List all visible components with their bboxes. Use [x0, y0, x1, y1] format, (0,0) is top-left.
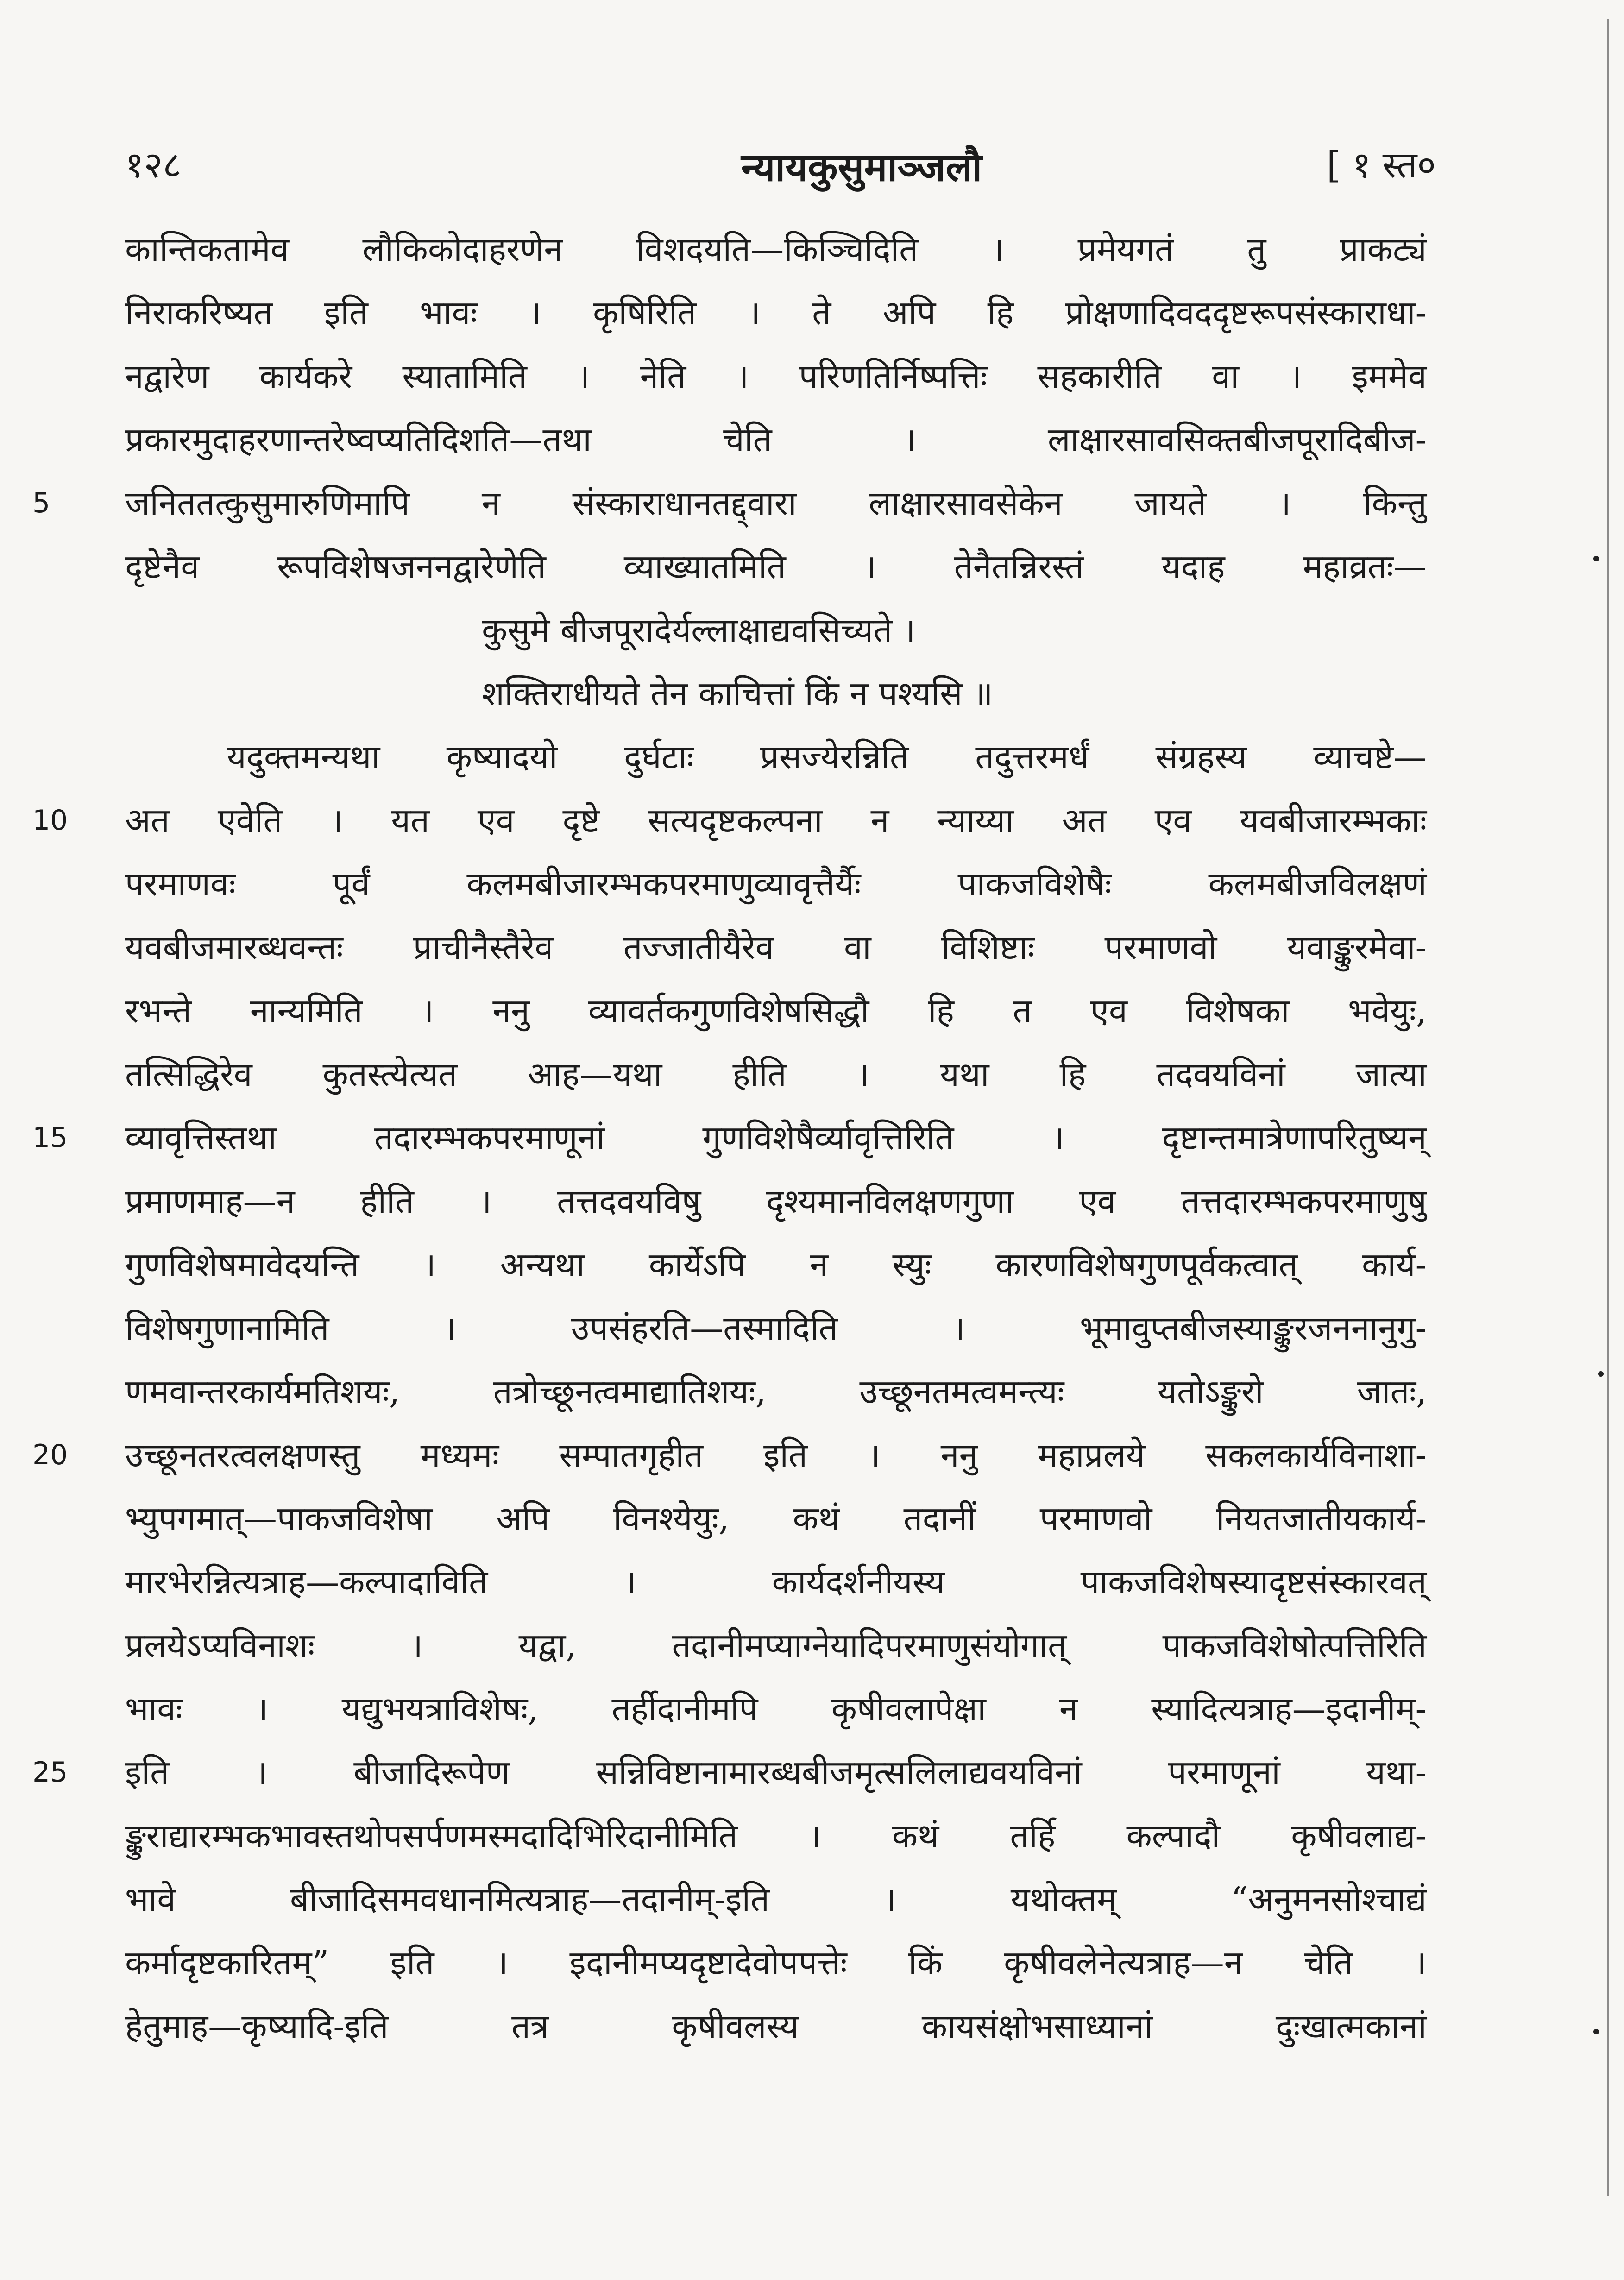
text-line — [125, 725, 1427, 789]
page-number: १२८ — [125, 145, 182, 186]
line-number: 20 — [32, 1439, 68, 1471]
verse-line — [125, 662, 1427, 725]
text-line — [125, 1677, 1427, 1741]
line-text: जनिततत्कुसुमारुणिमापि न संस्काराधानतद्द्वारा लाक्षारसावसेकेन जायते । किन्तु — [125, 484, 1427, 523]
line-text: प्रलयेऽप्यविनाशः । यद्वा, तदानीमप्याग्नेयादिपरमाणुसंयोगात् पाकजविशेषोत्पत्तिरिति — [125, 1626, 1427, 1665]
line-text: भावे बीजादिसमवधानमित्यत्राह—तदानीम्-इति । यथोक्तम् “अनुमनसोश्चाद्यं — [125, 1880, 1427, 1919]
line-number: 5 — [32, 487, 50, 519]
line-text: यवबीजमारब्धवन्तः प्राचीनैस्तैरेव तज्जातीयैरेव वा विशिष्टाः परमाणवो यवाङ्कुरमेवा- — [125, 928, 1427, 967]
line-number: 15 — [32, 1121, 68, 1154]
line-text: तत्सिद्धिरेव कुतस्त्येत्यत आह—यथा हीति । यथा हि तदवयविनां जात्या — [125, 1055, 1427, 1094]
line-text: कर्मादृष्टकारितम्” इति । इदानीमप्यदृष्टादेवोपपत्तेः किं कृषीवलेनेत्यत्राह—न चेति । — [125, 1943, 1427, 1982]
line-text: मारभेरन्नित्यत्राह—कल्पादाविति । कार्यदर्शनीयस्य पाकजविशेषस्यादृष्टसंस्कारवत् — [125, 1562, 1427, 1601]
ink-speck — [1598, 1371, 1604, 1377]
text-line — [125, 281, 1427, 345]
section-marker: [ १ स्त० — [1327, 145, 1436, 186]
line-text: कान्तिकतामेव लौकिकोदाहरणेन विशदयति—किञ्चिदिति । प्रमेयगतं तु प्राकट्यं — [125, 230, 1427, 269]
running-title: न्यायकुसुमाञ्जलौ — [741, 144, 982, 190]
text-line — [125, 345, 1427, 408]
text-line — [125, 1550, 1427, 1614]
line-text: शक्तिराधीयते तेन काचित्तां किं न पश्यसि ॥ — [482, 674, 993, 713]
line-text: यदुक्तमन्यथा कृष्यादयो दुर्घटाः प्रसज्येरन्निति तदुत्तरमर्धं संग्रहस्य व्याचष्टे— — [227, 737, 1427, 776]
line-number: 25 — [32, 1756, 68, 1789]
line-text: व्यावृत्तिस्तथा तदारम्भकपरमाणूनां गुणविशेषैर्व्यावृत्तिरिति । दृष्टान्तमात्रेणापरितुष्यन् — [125, 1118, 1427, 1157]
text-line — [125, 1297, 1427, 1360]
text-line — [125, 408, 1427, 472]
line-number: 10 — [32, 804, 68, 837]
line-text: विशेषगुणानामिति । उपसंहरति—तस्मादिति । भूमावुप्तबीजस्याङ्कुरजननानुगु- — [125, 1309, 1427, 1348]
text-line — [125, 1804, 1427, 1868]
line-text: प्रकारमुदाहरणान्तरेष्वप्यतिदिशति—तथा चेति । लाक्षारसावसिक्तबीजपूरादिबीज- — [125, 420, 1427, 459]
text-line — [125, 1995, 1427, 2058]
line-text: नद्वारेण कार्यकरे स्यातामिति । नेति । परिणतिर्निष्पत्तिः सहकारीति वा । इममेव — [125, 357, 1427, 396]
text-line — [125, 1487, 1427, 1550]
ink-speck — [1593, 2029, 1599, 2034]
line-text: दृष्टेनैव रूपविशेषजननद्वारेणेति व्याख्यातमिति । तेनैतन्निरस्तं यदाह महाव्रतः— — [125, 547, 1427, 586]
ink-speck — [1593, 556, 1599, 561]
text-line — [32, 1106, 1427, 1170]
text-line — [32, 1423, 1427, 1487]
line-text: भावः । यद्युभयत्राविशेषः, तर्हीदानीमपि कृषीवलापेक्षा न स्यादित्यत्राह—इदानीम्- — [125, 1689, 1427, 1728]
line-text: परमाणवः पूर्वं कलमबीजारम्भकपरमाणुव्यावृत्तैर्यैः पाकजविशेषैः कलमबीजविलक्षणं — [125, 864, 1427, 903]
line-text: इति । बीजादिरूपेण सन्निविष्टानामारब्धबीजमृत्सलिलाद्यवयविनां परमाणूनां यथा- — [125, 1753, 1427, 1792]
line-text: उच्छूनतरत्वलक्षणस्तु मध्यमः सम्पातगृहीत इति । ननु महाप्रलये सकलकार्यविनाशा- — [125, 1436, 1427, 1474]
line-text: हेतुमाह—कृष्यादि-इति तत्र कृषीवलस्य कायसंक्षोभसाध्यानां दुःखात्मकानां — [125, 2007, 1427, 2046]
text-line — [125, 1233, 1427, 1297]
line-text: ङ्कुराद्यारम्भकभावस्तथोपसर्पणमस्मदादिभिरिदानीमिति । कथं तर्हि कल्पादौ कृषीवलाद्य- — [125, 1816, 1427, 1855]
line-text: कुसुमे बीजपूरादेर्यल्लाक्षाद्यवसिच्यते । — [482, 611, 916, 649]
page-edge-rule — [1607, 19, 1609, 2196]
text-line — [125, 852, 1427, 916]
text-line — [125, 1614, 1427, 1677]
text-line — [125, 218, 1427, 281]
text-line — [32, 789, 1427, 852]
text-line — [32, 1741, 1427, 1804]
commentary-text — [32, 218, 1427, 2058]
text-line — [125, 1360, 1427, 1423]
text-line — [125, 916, 1427, 979]
text-line — [125, 1043, 1427, 1106]
verse-line — [125, 598, 1427, 662]
line-text: प्रमाणमाह—न हीति । तत्तदवयविषु दृश्यमानविलक्षणगुणा एव तत्तदारम्भकपरमाणुषु — [125, 1182, 1427, 1221]
running-header — [125, 139, 1436, 190]
text-line — [125, 1931, 1427, 1995]
line-text: निराकरिष्यत इति भावः । कृषिरिति । ते अपि हि प्रोक्षणादिवददृष्टरूपसंस्काराधा- — [125, 293, 1427, 332]
line-text: भ्युपगमात्—पाकजविशेषा अपि विनश्येयुः, कथं तदानीं परमाणवो नियतजातीयकार्य- — [125, 1499, 1427, 1538]
text-line — [125, 1868, 1427, 1931]
text-line — [32, 472, 1427, 535]
text-line — [125, 1170, 1427, 1233]
text-line — [125, 535, 1427, 598]
line-text: णमवान्तरकार्यमतिशयः, तत्रोच्छूनत्वमाद्यातिशयः, उच्छूनतमत्वमन्त्यः यतोऽङ्कुरो जातः, — [125, 1372, 1427, 1411]
line-text: रभन्ते नान्यमिति । ननु व्यावर्तकगुणविशेषसिद्धौ हि त एव विशेषका भवेयुः, — [125, 991, 1427, 1030]
line-text: अत एवेति । यत एव दृष्टे सत्यदृष्टकल्पना न न्याय्या अत एव यवबीजारम्भकाः — [125, 801, 1427, 840]
line-text: गुणविशेषमावेदयन्ति । अन्यथा कार्येऽपि न स्युः कारणविशेषगुणपूर्वकत्वात् कार्य- — [125, 1245, 1427, 1284]
text-line — [125, 979, 1427, 1043]
